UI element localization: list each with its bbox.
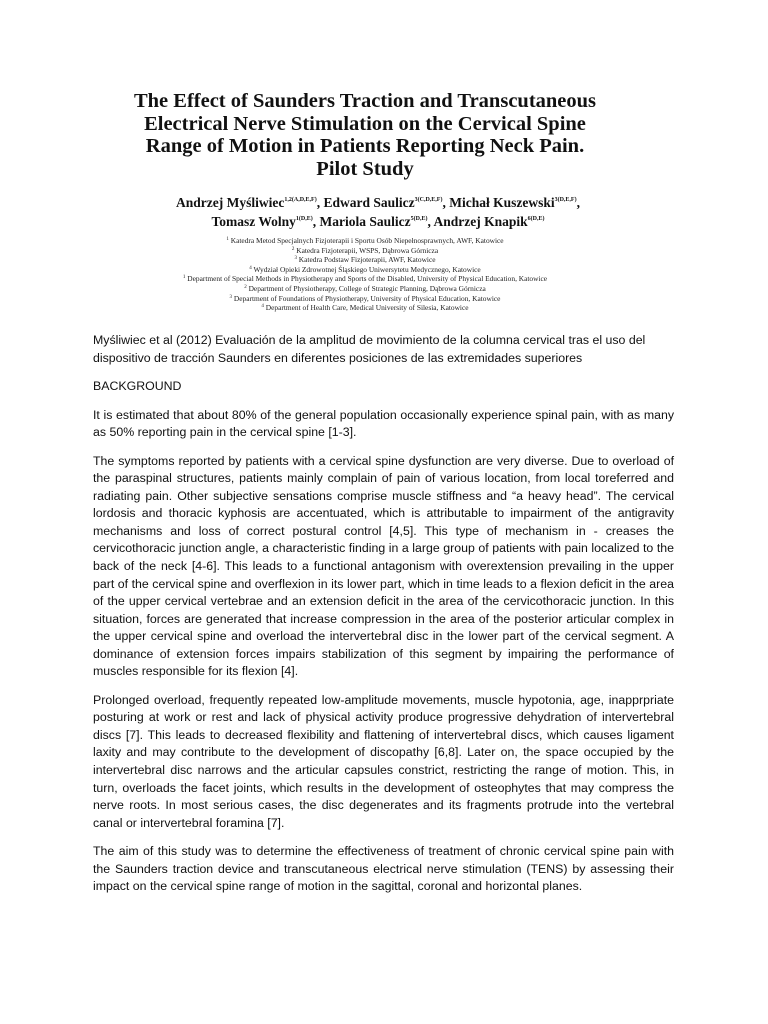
- author-name: Edward Saulicz: [323, 195, 415, 210]
- affiliation-number: 2: [291, 246, 295, 252]
- author-affiliation-marker: 1,2(A,D,E,F): [284, 197, 317, 203]
- affiliation-text: Katedra Podstaw Fizjoterapii, AWF, Katowice: [298, 255, 436, 265]
- affiliation-text: Department of Foundations of Physiotherapy, University of Physical Education, Katowice: [233, 293, 501, 303]
- affiliation: [90, 246, 640, 256]
- citation-paragraph: Myśliwiec et al (2012) Evaluación de la amplitud de movimiento de la columna cervical tras el uso del dispositivo de tracción Saunders en diferentes posiciones de las extremidades superiores: [93, 333, 646, 365]
- affiliation-text: Wydział Opieki Zdrowotnej Śląskiego Uniwersytetu Medycznego, Katowice: [253, 264, 481, 274]
- author-line: Tomasz Wolny$^{1(D,E)}$, Mariola Saulicz$^{5(D,E)}$, Andrzej Knapik$^{6(D,E)}$: [211, 214, 545, 229]
- affiliation: [90, 274, 640, 284]
- affiliation-text: Department of Physiotherapy, College of Strategic Planning, Dąbrowa Górnicza: [248, 283, 486, 293]
- author-affiliation-marker: 5(D,E): [410, 216, 428, 222]
- affiliation: [90, 303, 640, 313]
- affiliation-number: 1: [182, 275, 186, 281]
- affiliation: [90, 255, 640, 265]
- author-name: Andrzej Myśliwiec: [176, 195, 285, 210]
- author-name: Michał Kuszewski: [449, 195, 555, 210]
- affiliation: [90, 294, 640, 304]
- author-line: Andrzej Myśliwiec$^{1,2(A,D,E,F)}$, Edward Saulicz$^{3(C,D,E,F)}$, Michał Kuszewski$^{3(D,E,F)}$,: [176, 195, 580, 210]
- author-affiliation-marker: 6(D,E): [527, 216, 545, 222]
- author-name: Andrzej Knapik: [433, 214, 528, 229]
- title-line: Electrical Nerve Stimulation on the Cervical Spine: [144, 112, 586, 135]
- title-line: Range of Motion in Patients Reporting Neck Pain.: [145, 135, 585, 157]
- author-name: Tomasz Wolny: [211, 214, 296, 229]
- affiliation-text: Katedra Metod Specjalnych Fizjoterapii i Sportu Osób Niepełnosprawnych, AWF, Katowice: [230, 236, 504, 245]
- affiliation: [90, 236, 640, 246]
- paper-title: [60, 90, 670, 180]
- affiliation-text: Department of Special Methods in Physiotherapy and Sports of the Disabled, University of Physical Education, Katowice: [187, 274, 548, 284]
- affiliation-text: Department of Health Care, Medical University of Silesia, Katowice: [265, 303, 469, 313]
- author-affiliation-marker: 1(D,E): [295, 216, 313, 222]
- section-heading: BACKGROUND: [93, 379, 182, 394]
- body-paragraph: It is estimated that about 80% of the general population occasionally experience spinal pain, with as many as 50% reporting pain in the cervical spine [1-3].: [93, 407, 674, 440]
- title-line: Pilot Study: [316, 157, 414, 180]
- author-list: [60, 193, 696, 231]
- affiliation-number: 2: [244, 284, 247, 290]
- body-paragraph: The aim of this study was to determine the effectiveness of treatment of chronic cervical spine pain with the Saunders traction device and transcutaneous electrical nerve stimulation (TENS) by assessing their impact on the cervical spine range of motion in the sagittal, coronal and horizontal planes.: [93, 844, 674, 894]
- author-name: Mariola Saulicz: [319, 214, 411, 229]
- author-affiliation-marker: 3(C,D,E,F): [414, 197, 443, 203]
- affiliation-number: 4: [249, 265, 252, 271]
- affiliation-number: 1: [226, 237, 229, 242]
- affiliation: [90, 265, 640, 275]
- document-body: [93, 332, 674, 907]
- author-affiliation-marker: 3(D,E,F): [554, 197, 577, 203]
- affiliation-number: 3: [294, 256, 297, 262]
- affiliation-number: 4: [261, 304, 264, 310]
- affiliation: [90, 284, 640, 294]
- title-line: The Effect of Saunders Traction and Transcutaneous: [133, 90, 597, 112]
- affiliation-list: [90, 236, 640, 313]
- affiliation-number: 3: [229, 294, 233, 300]
- affiliation-text: Katedra Fizjoterapii, WSPS, Dąbrowa Górnicza: [296, 245, 439, 255]
- body-paragraph: Prolonged overload, frequently repeated low-amplitude movements, muscle hypotonia, age, inapprpriate posturing at work or rest and lack of physical activity produce progressive dehydration of intervertebral discs [7]. This leads to decreased flexibility and flattening of intervertebral discs, which causes ligament laxity and may contribute to the development of discopathy [6,8]. Later on, the space occupied by the intervertebral disc narrows and the articular capsules constrict, restricting the range of motion. This, in turn, overloads the facet joints, which results in the development of osteophytes that may compress the nerve roots. In most serious cases, the disc degenerates and its fragments protrude into the vertebral canal or intervertebral foramina [7].: [93, 692, 674, 830]
- body-paragraph: The symptoms reported by patients with a cervical spine dysfunction are very diverse. Due to overload of the paraspinal structures, patients mainly complain of pain of various location, from local toreferred and radiating pain. Other subjective sensations comprise muscle stiffness and “a heavy head”. The cervical lordosis and thoracic kyphosis are accentuated, which is attributable to impairment of the antigravity mechanisms and loss of correct postural control [4,5]. This type of mechanism in - creases the cervicothoracic junction angle, a characteristic finding in a large group of patients with pain localized to the back of the neck [4-6]. This leads to a functional antagonism with overextension prevailing in the upper part of the cervical spine and overflexion in its lower part, which in time leads to a flexion deficit in the area of the upper cervical vertebrae and an extension deficit in the area of the cervicothoracic junction. In this situation, forces are generated that increase compression in the area of the posterior articular complex in the upper cervical spine and overload the intervertebral disc in the lower part of the cervical segment. A dominance of extension forces impairs stabilization of this segment by impairing the performance of muscles responsible for its flexion [4].: [93, 453, 674, 679]
